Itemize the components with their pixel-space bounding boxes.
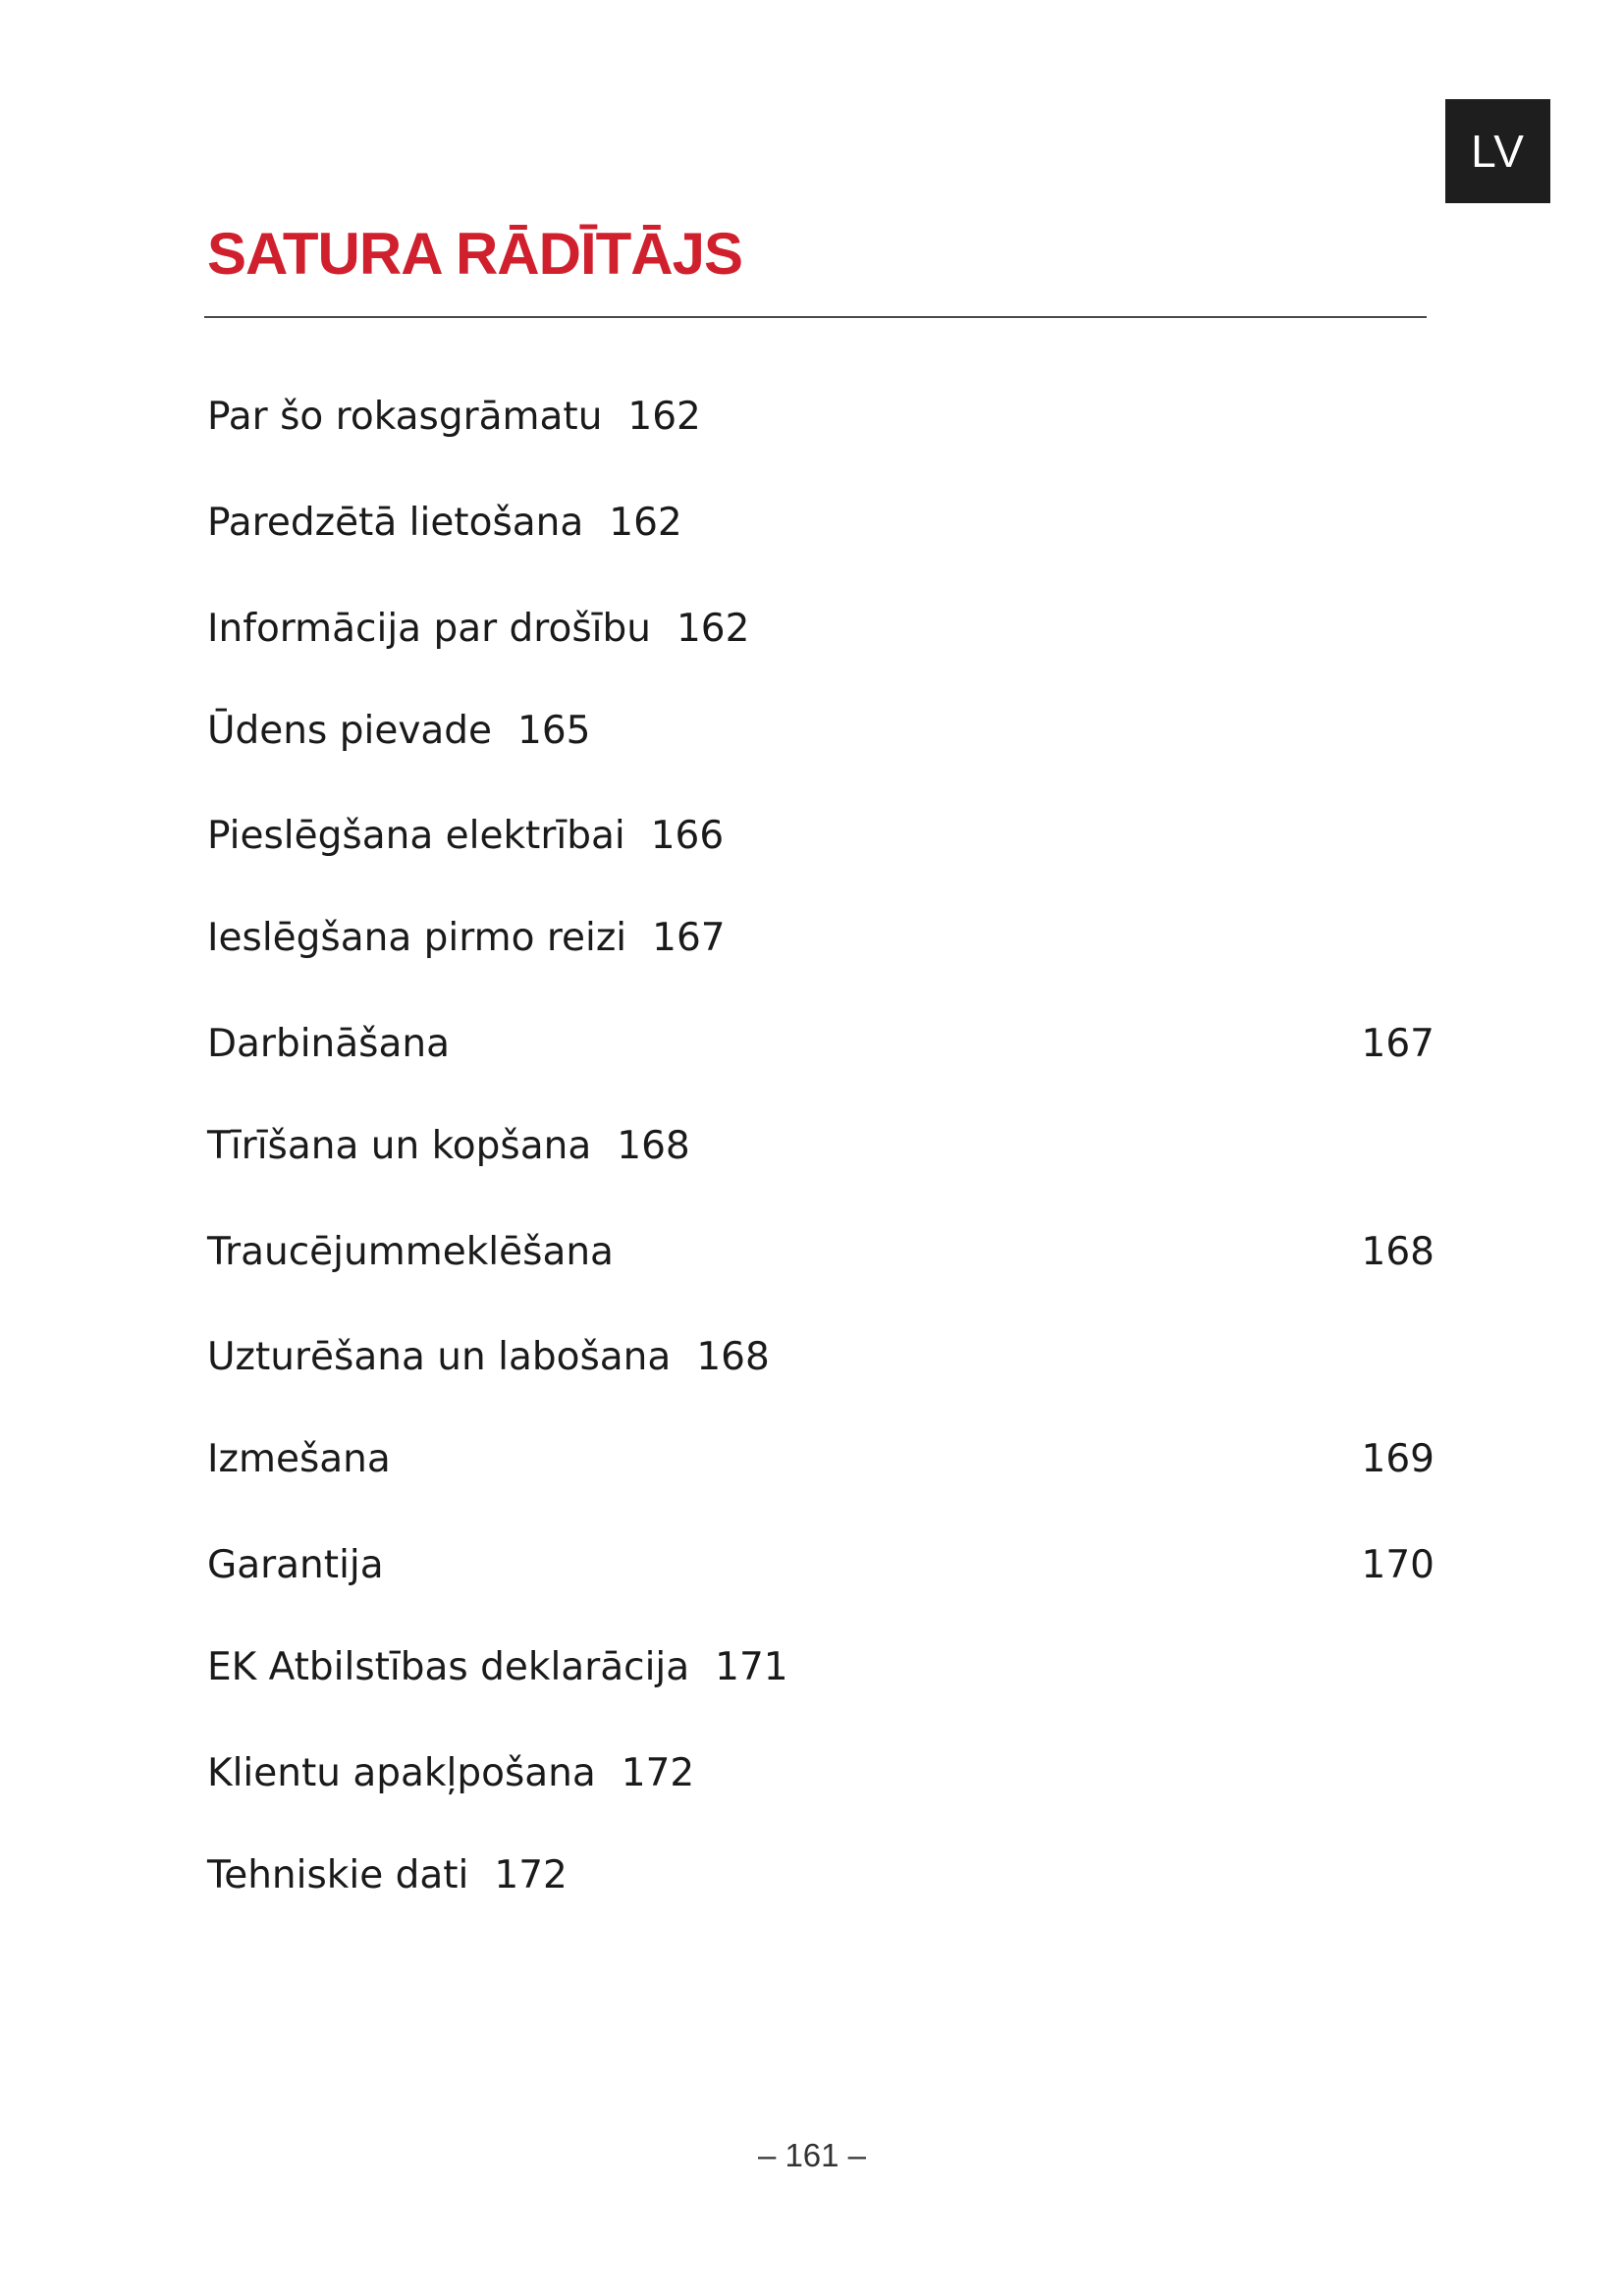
toc-entry-page: 167: [1361, 1022, 1435, 1066]
toc-entry-page: 170: [1361, 1543, 1435, 1587]
toc-entry-line: [207, 605, 749, 654]
toc-entry-label: EK Atbilstības deklarācija: [207, 1645, 690, 1689]
toc-entry-line: [207, 1749, 694, 1798]
toc-entry-line: [207, 812, 724, 861]
toc-entry-page: 168: [696, 1335, 770, 1379]
toc-entry-line: [207, 499, 682, 548]
toc-entry-page: 172: [621, 1751, 695, 1795]
toc-entry-page: 171: [715, 1645, 788, 1689]
toc-entry-page: 168: [617, 1124, 690, 1168]
toc-entry-page: 167: [652, 916, 726, 960]
toc-entry-line: [207, 1643, 788, 1692]
title-divider: [204, 316, 1427, 318]
toc-entry-line: [207, 1333, 770, 1382]
toc-entry-page: 166: [650, 814, 725, 858]
toc-entry[interactable]: [207, 1020, 1435, 1069]
toc-entry[interactable]: [207, 605, 1435, 654]
toc-entry[interactable]: [207, 1851, 1435, 1900]
toc-entry-label: Ūdens pievade: [207, 709, 493, 753]
toc-entry-line: [207, 1851, 568, 1900]
toc-entry[interactable]: [207, 812, 1435, 861]
toc-entry[interactable]: [207, 1643, 1435, 1692]
toc-entry-label: Pieslēgšana elektrībai: [207, 814, 625, 858]
toc-entry[interactable]: [207, 1122, 1435, 1171]
toc-entry-label: Klientu apakļpošana: [207, 1751, 596, 1795]
toc-entry-label: Tehniskie dati: [207, 1853, 469, 1897]
toc-entry-page: 172: [494, 1853, 568, 1897]
toc-entry-line: [207, 914, 726, 963]
toc-entry-page: 165: [517, 709, 591, 753]
toc-entry-label: Ieslēgšana pirmo reizi: [207, 916, 627, 960]
page-title: SATURA RĀDĪTĀJS: [207, 221, 743, 287]
page-number: – 161 –: [757, 2137, 867, 2173]
toc-entry[interactable]: [207, 1749, 1435, 1798]
toc-entry[interactable]: [207, 393, 1435, 442]
toc-entry-label: Garantija: [207, 1543, 384, 1587]
toc-entry-label: Izmešana: [207, 1437, 391, 1481]
toc-entry[interactable]: [207, 1228, 1435, 1277]
toc-entry-label: Tīrīšana un kopšana: [207, 1124, 592, 1168]
toc-entry-page: 162: [609, 501, 682, 545]
toc-entry-page: 162: [627, 395, 701, 439]
toc-entry-line: [207, 1122, 690, 1171]
toc-entry-page: 162: [676, 607, 750, 651]
toc-entry[interactable]: [207, 1333, 1435, 1382]
language-badge: LV: [1445, 99, 1550, 203]
toc-entry-label: Par šo rokasgrāmatu: [207, 395, 603, 439]
toc-entry-line: [207, 393, 701, 442]
toc-entry-label: Informācija par drošību: [207, 607, 651, 651]
toc-entry[interactable]: [207, 1435, 1435, 1484]
toc-entry-label: Uzturēšana un labošana: [207, 1335, 672, 1379]
toc-entry-label: Paredzētā lietošana: [207, 501, 584, 545]
toc-entry[interactable]: [207, 1541, 1435, 1590]
toc-entry-line: [207, 707, 591, 756]
toc-entry-page: 168: [1361, 1230, 1435, 1274]
toc-entry[interactable]: [207, 914, 1435, 963]
toc-entry[interactable]: [207, 499, 1435, 548]
toc-entry[interactable]: [207, 707, 1435, 756]
toc-entry-label: Traucējummeklēšana: [207, 1230, 614, 1274]
toc-entry-page: 169: [1361, 1437, 1435, 1481]
toc-entry-label: Darbināšana: [207, 1022, 451, 1066]
